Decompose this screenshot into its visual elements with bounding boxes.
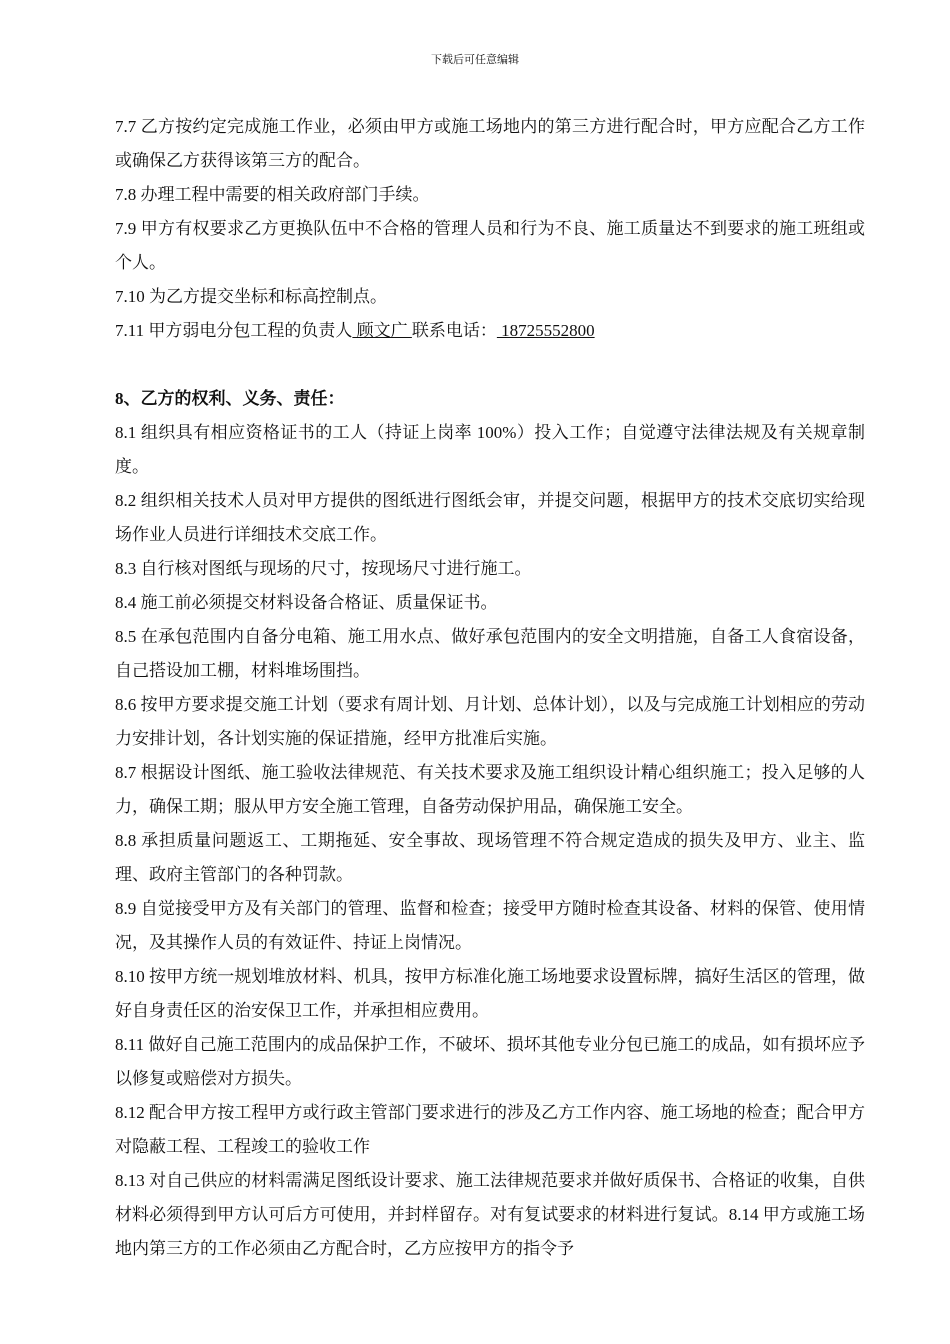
- blank-line: [115, 348, 865, 382]
- contact-phone-number: 18725552800: [496, 321, 595, 340]
- clause-8-8: 8.8 承担质量问题返工、工期拖延、安全事故、现场管理不符合规定造成的损失及甲方、业主、监理、政府主管部门的各种罚款。: [115, 831, 865, 884]
- contact-phone-label: 联系电话：: [411, 321, 497, 340]
- clause-7-10: 7.10 为乙方提交坐标和标高控制点。: [115, 287, 387, 306]
- clause-8-10: 8.10 按甲方统一规划堆放材料、机具，按甲方标准化施工场地要求设置标牌，搞好生活区的管理，做好自身责任区的治安保卫工作，并承担相应费用。: [115, 967, 865, 1020]
- clause-8-4: 8.4 施工前必须提交材料设备合格证、质量保证书。: [115, 593, 498, 612]
- clause-8-9: 8.9 自觉接受甲方及有关部门的管理、监督和检查；接受甲方随时检查其设备、材料的保管、使用情况，及其操作人员的有效证件、持证上岗情况。: [115, 899, 865, 952]
- page-header: 下载后可任意编辑: [431, 54, 519, 66]
- clause-8-13: 8.13 对自己供应的材料需满足图纸设计要求、施工法律规范要求并做好质保书、合格证的收集，自供材料必须得到甲方认可后方可使用，并封样留存。对有复试要求的材料进行复试。8.14 甲方或施工场地内第三方的工作必须由乙方配合时，乙方应按甲方的指令予: [115, 1171, 865, 1258]
- clause-7-11-prefix: 7.11 甲方弱电分包工程的负责人: [115, 321, 353, 340]
- clause-8-1: 8.1 组织具有相应资格证书的工人（持证上岗率 100%）投入工作；自觉遵守法律法规及有关规章制度。: [115, 423, 865, 476]
- clause-8-11: 8.11 做好自己施工范围内的成品保护工作，不破坏、损坏其他专业分包已施工的成品，如有损坏应予以修复或赔偿对方损失。: [115, 1035, 865, 1088]
- responsible-person-name: 顾文广: [352, 321, 412, 340]
- clause-8-2: 8.2 组织相关技术人员对甲方提供的图纸进行图纸会审，并提交问题，根据甲方的技术交底切实给现场作业人员进行详细技术交底工作。: [115, 491, 865, 544]
- clause-8-6: 8.6 按甲方要求提交施工计划（要求有周计划、月计划、总体计划），以及与完成施工计划相应的劳动力安排计划，各计划实施的保证措施，经甲方批准后实施。: [115, 695, 865, 748]
- clause-7-7: 7.7 乙方按约定完成施工作业，必须由甲方或施工场地内的第三方进行配合时，甲方应配合乙方工作或确保乙方获得该第三方的配合。: [115, 117, 865, 170]
- clause-7-8: 7.8 办理工程中需要的相关政府部门手续。: [115, 185, 430, 204]
- clause-8-3: 8.3 自行核对图纸与现场的尺寸，按现场尺寸进行施工。: [115, 559, 532, 578]
- clause-8-5: 8.5 在承包范围内自备分电箱、施工用水点、做好承包范围内的安全文明措施，自备工人食宿设备，自己搭设加工棚，材料堆场围挡。: [115, 627, 865, 680]
- clause-8-12: 8.12 配合甲方按工程甲方或行政主管部门要求进行的涉及乙方工作内容、施工场地的检查；配合甲方对隐蔽工程、工程竣工的验收工作: [115, 1103, 865, 1156]
- document-body: [115, 110, 865, 1266]
- clause-8-7: 8.7 根据设计图纸、施工验收法律规范、有关技术要求及施工组织设计精心组织施工；投入足够的人力，确保工期；服从甲方安全施工管理，自备劳动保护用品，确保施工安全。: [115, 763, 865, 816]
- clause-7-11: [115, 314, 865, 348]
- clause-7-9: 7.9 甲方有权要求乙方更换队伍中不合格的管理人员和行为不良、施工质量达不到要求的施工班组或个人。: [115, 219, 865, 272]
- section-8-heading: 8、乙方的权利、义务、责任：: [115, 389, 345, 408]
